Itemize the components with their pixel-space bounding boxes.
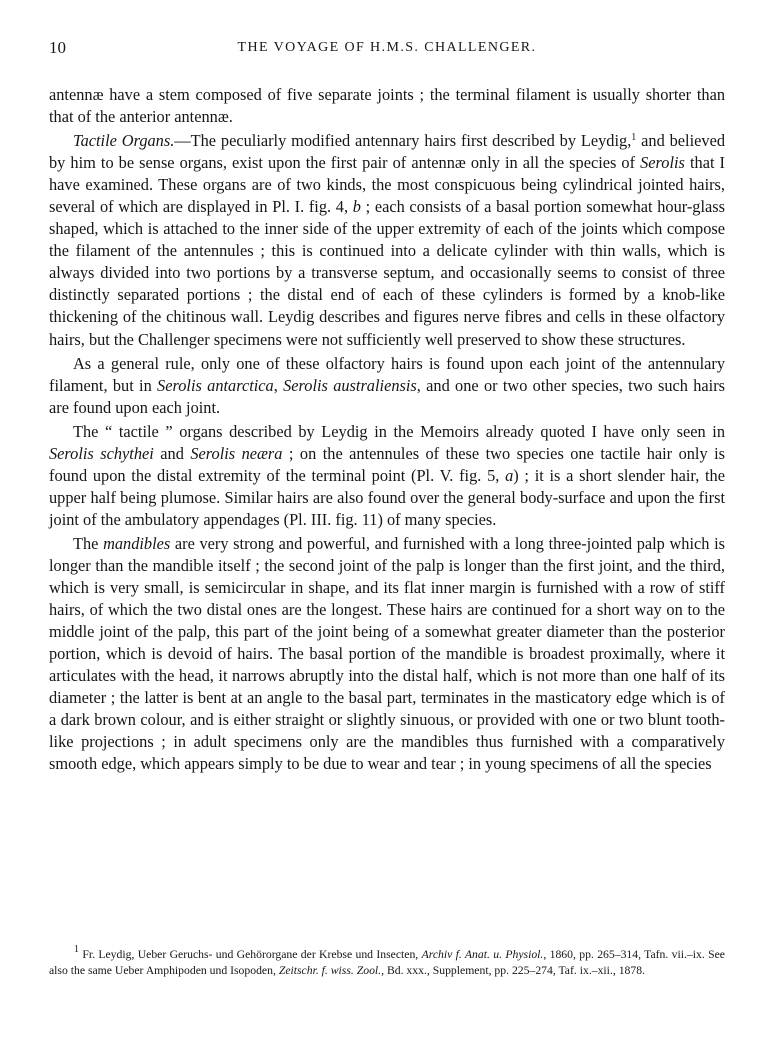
page — [49, 38, 725, 775]
footnote-marker: 1 — [631, 132, 637, 144]
paragraph-continued: antennæ have a stem composed of five separate joints ; the terminal filament is usually shorter than that of the anterior antennæ. — [49, 85, 725, 127]
journal-title: Zeitschr. f. wiss. Zool. — [278, 964, 382, 977]
text-segment: are very strong and powerful, and furnished with a long three-jointed palp which is longer than the mandible itself ; the second joint of the palp is longer than the first joint, and the third, which is very small, is semicircular in shape, and its flat inner margin is furnished with a row of stiff hairs, of which the two distal ones are the longest. These hairs are continued for a short way on to the middle joint of the palp, this part of the joint being of a somewhat greater diameter than the posterior portion, which is devoid of hairs. The basal portion of the mandible is broadest proximally, where it articulates with the head, it narrows abruptly into the distal half, which is not more than one half of its diameter ; the latter is bent at an angle to the basal part, terminates in the masticatory edge which is of a dark brown colour, and is either straight or slightly sinuous, or provided with one or two blunt tooth-like projections ; in adult specimens only are the mandibles thus furnished with a comparatively smooth edge, which appears simply to be due to wear and tear ; in young specimens of all the species — [49, 533, 725, 774]
paragraph-tactile-organs — [49, 130, 725, 350]
genus-name: Serolis — [640, 153, 685, 173]
footnote-number: 1 — [74, 944, 79, 955]
running-header — [49, 38, 725, 62]
text-segment: , 1860, pp. 265–314, Tafn. vii.–ix. See also the same Ueber Amphipoden und Isopoden, — [49, 948, 725, 977]
text-segment: The — [73, 533, 104, 553]
text-segment: As a general rule, only one of these olfactory hairs is found upon each joint of the antennulary filament, but in — [49, 353, 725, 395]
text-segment: ; on the antennules of these two species one tactile hair only is found upon the distal extremity of the terminal point (Pl. V. fig. 5, — [49, 443, 725, 485]
text-segment: The “ tactile ” organs described by Leydig in the Memoirs already quoted I have only seen in — [73, 421, 725, 441]
text-segment: , and one or two other species, two such hairs are found upon each joint. — [49, 375, 725, 417]
separator: , — [273, 375, 284, 395]
conjunction: and — [153, 443, 191, 463]
figure-ref: b — [352, 197, 361, 217]
body-text — [49, 84, 725, 775]
figure-ref: a — [505, 465, 514, 485]
footnote-text — [49, 944, 725, 979]
footnote — [49, 944, 725, 979]
text-segment: The peculiarly modified antennary hairs first described by Leydig, — [190, 131, 632, 151]
text-segment: and believed by him to be sense organs, exist upon the first pair of antennæ only in all the species of — [49, 131, 725, 173]
paragraph-tactile-hairs — [49, 421, 725, 531]
text-segment: , Bd. xxx., Supplement, pp. 225–274, Taf. ix.–xii., 1878. — [381, 964, 645, 977]
em-dash: — — [174, 131, 191, 151]
species-name: Serolis australiensis — [283, 375, 417, 395]
text-segment: Fr. Leydig, Ueber Geruchs- und Gehörorgane der Krebse und Insecten, — [79, 948, 422, 961]
paragraph-olfactory-hairs — [49, 353, 725, 419]
journal-title: Archiv f. Anat. u. Physiol. — [421, 948, 544, 961]
page-number: 10 — [49, 38, 66, 57]
text-segment: ; each consists of a basal portion somewhat hour-glass shaped, which is attached to the inner side of the upper extremity of each of the joints which compose the filament of the antennules ; this is continued into a delicate cylinder with thin walls, which is always divided into two portions by a transverse septum, and occasionally seems to consist of three distinctly separated portions ; the distal end of each of these cylinders is formed by a knob-like thickening of the chitinous wall. Leydig describes and figures nerve fibres and cells in these olfactory hairs, but the Challenger specimens were not sufficiently well preserved to show these structures. — [49, 197, 725, 349]
text-segment: that I have examined. These organs are of two kinds, the most conspicuous being cylindrical jointed hairs, several of which are displayed in Pl. I. fig. 4, — [49, 153, 726, 217]
running-title: THE VOYAGE OF H.M.S. CHALLENGER. — [237, 40, 537, 55]
term-mandibles: mandibles — [103, 533, 171, 553]
paragraph-mandibles — [49, 533, 725, 776]
species-name: Serolis antarctica — [157, 375, 274, 395]
species-name: Serolis schythei — [49, 443, 154, 463]
section-heading-tactile-organs: Tactile Organs. — [73, 131, 175, 151]
species-name: Serolis neæra — [190, 443, 283, 463]
text-segment: ) ; it is a short slender hair, the upper half being plumose. Similar hairs are also found over the general body-surface and upon the first joint of the ambulatory appendages (Pl. III. fig. 11) of many species. — [49, 465, 725, 529]
